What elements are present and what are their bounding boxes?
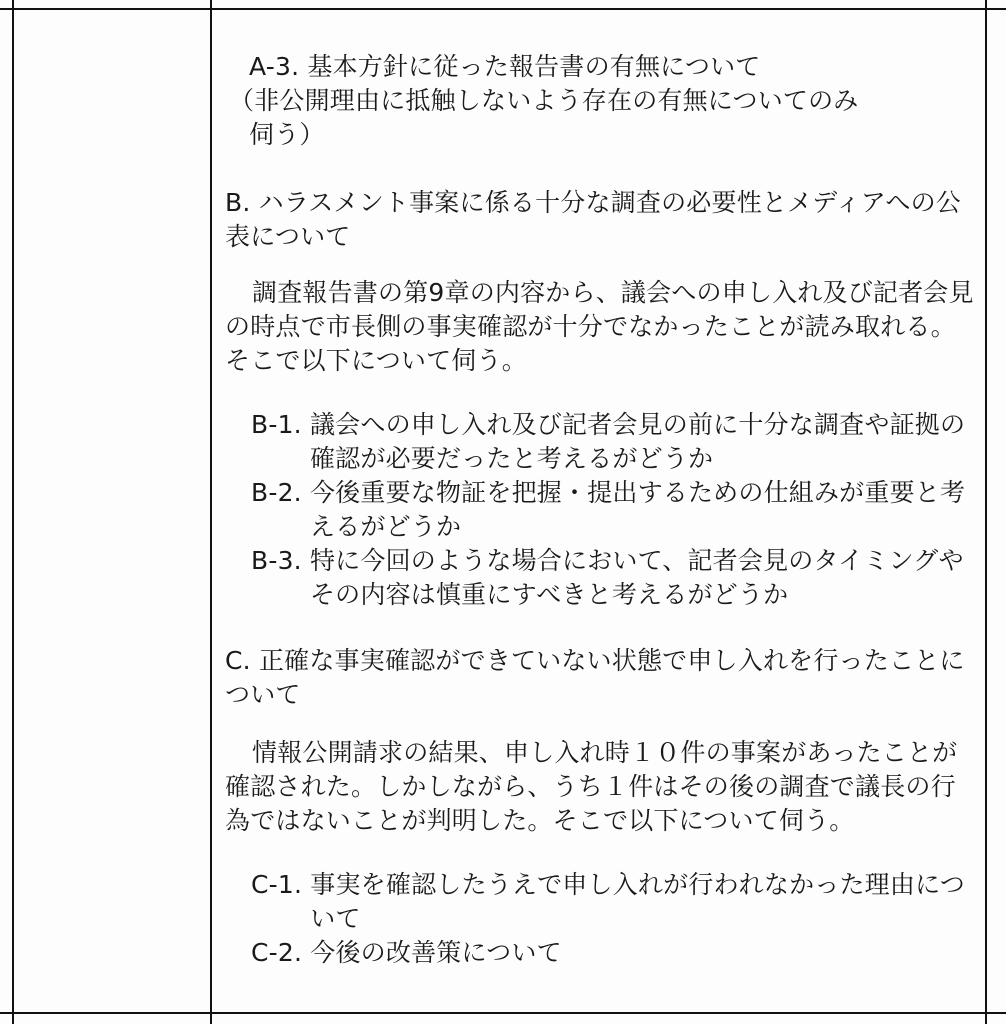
list-item-b2 (225, 476, 977, 544)
question-cell (225, 50, 977, 970)
item-number: B-3. (251, 546, 310, 575)
item-number: B-2. (251, 478, 310, 507)
a3-note-line2: 伺う） (249, 120, 325, 149)
item-text: 特に今回のような場合において、記者会見のタイミングやその内容は慎重にすべきと考えるがどうか (309, 546, 964, 609)
table-border-right (985, 0, 987, 1024)
item-text: 基本方針に従った報告書の有無について (307, 52, 761, 81)
section-b-heading: B. ハラスメント事案に係る十分な調査の必要性とメディアへの公表について (225, 188, 961, 251)
list-item-a3 (225, 50, 977, 84)
section-b-intro: 調査報告書の第9章の内容から、議会への申し入れ及び記者会見の時点で市長側の事実確認が十分でなかったことが読み取れる。そこで以下について伺う。 (225, 278, 974, 375)
item-text: 今後の改善策について (310, 938, 562, 967)
section-c-heading: C. 正確な事実確認ができていない状態で申し入れを行ったことについて (225, 646, 965, 709)
list-item-b1 (225, 408, 977, 476)
a3-note-line1: （非公開理由に抵触しないよう存在の有無についてのみ (229, 86, 859, 115)
table-row-bottom (0, 1012, 1006, 1014)
list-item-b3 (225, 544, 977, 612)
item-text: 議会への申し入れ及び記者会見の前に十分な調査や証拠の確認が必要だったと考えるがどうか (309, 410, 966, 473)
list-item-c2 (225, 936, 977, 970)
table-column-divider (210, 0, 212, 1024)
item-text: 事実を確認したうえで申し入れが行われなかった理由について (310, 870, 965, 933)
table-row-top (0, 8, 1006, 10)
item-number: C-1. (251, 870, 311, 899)
section-c-intro: 情報公開請求の結果、申し入れ時１０件の事案があったことが確認された。しかしながら、うち１件はその後の調査で議長の行為ではないことが判明した。そこで以下について伺う。 (225, 738, 958, 835)
item-number: B-1. (251, 410, 310, 439)
item-number: A-3. (249, 52, 308, 81)
table-border-left (12, 0, 14, 1024)
item-text: 今後重要な物証を把握・提出するための仕組みが重要と考えるがどうか (309, 478, 966, 541)
list-item-c1 (225, 868, 977, 936)
item-number: C-2. (251, 938, 311, 967)
